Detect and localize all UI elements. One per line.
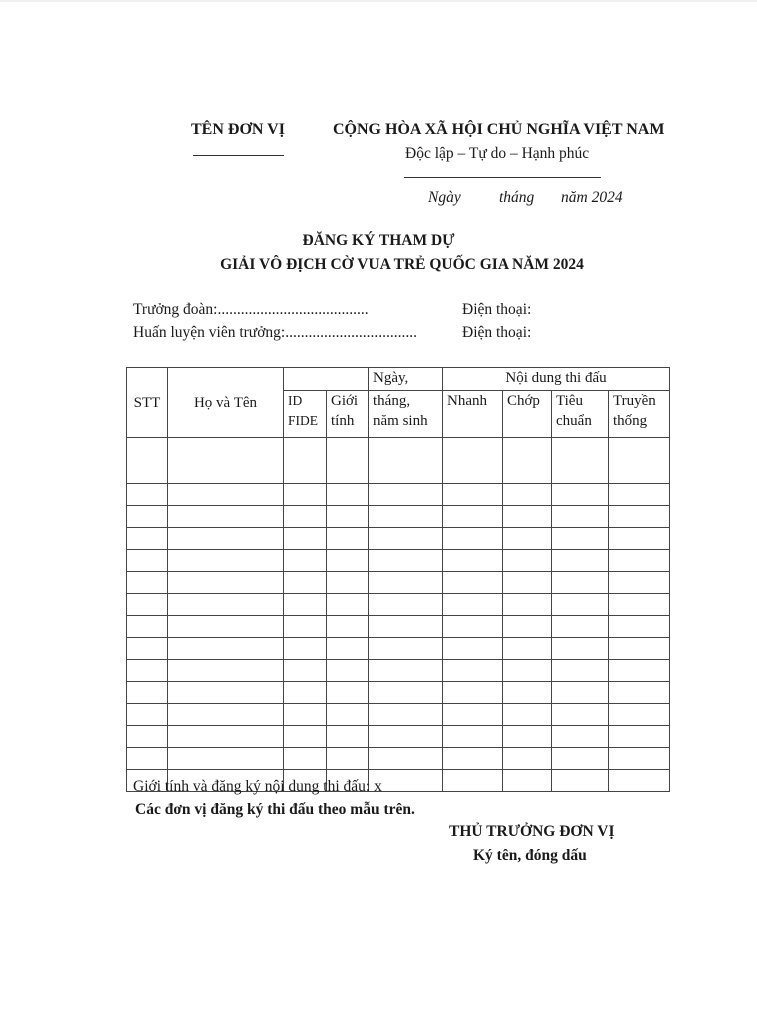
table-cell — [443, 704, 503, 726]
table-cell — [327, 506, 369, 528]
table-cell — [369, 484, 443, 506]
table-cell — [609, 484, 670, 506]
table-cell — [127, 484, 168, 506]
date-year: năm 2024 — [561, 189, 623, 206]
table-cell — [168, 550, 284, 572]
table-cell — [503, 616, 552, 638]
table-cell — [503, 660, 552, 682]
table-cell — [443, 616, 503, 638]
table-cell — [552, 484, 609, 506]
table-cell — [443, 594, 503, 616]
table-cell — [609, 660, 670, 682]
table-row — [127, 594, 670, 616]
table-cell — [168, 726, 284, 748]
head-coach-phone-label: Điện thoại: — [462, 324, 532, 341]
header-id-fide — [284, 391, 327, 438]
registration-table — [126, 367, 670, 792]
table-cell — [609, 748, 670, 770]
table-cell — [369, 660, 443, 682]
table-cell — [503, 726, 552, 748]
table-cell — [327, 572, 369, 594]
table-cell — [369, 638, 443, 660]
table-row — [127, 616, 670, 638]
header-rapid — [443, 391, 503, 438]
table-cell — [369, 726, 443, 748]
table-cell — [284, 506, 327, 528]
table-cell — [168, 638, 284, 660]
table-cell — [168, 528, 284, 550]
table-cell — [327, 616, 369, 638]
table-cell — [503, 594, 552, 616]
team-lead-field: Trưởng đoàn:....................................... — [133, 301, 369, 318]
header-stt-label: STT — [133, 394, 161, 411]
table-cell — [369, 616, 443, 638]
table-cell — [609, 438, 670, 484]
header-blitz-label: Chớp — [507, 393, 540, 409]
table-cell — [284, 660, 327, 682]
header-id-line2: FIDE — [288, 413, 318, 428]
table-cell — [168, 594, 284, 616]
table-cell — [284, 484, 327, 506]
table-cell — [127, 594, 168, 616]
table-cell — [552, 660, 609, 682]
table-cell — [552, 572, 609, 594]
table-cell — [284, 682, 327, 704]
table-cell — [168, 616, 284, 638]
table-row — [127, 748, 670, 770]
unit-name: TÊN ĐƠN VỊ — [191, 121, 285, 138]
table-cell — [552, 726, 609, 748]
header-traditional-line1: Truyền — [613, 393, 656, 409]
table-cell — [127, 748, 168, 770]
table-cell — [168, 506, 284, 528]
table-cell — [327, 438, 369, 484]
table-cell — [284, 438, 327, 484]
table-cell — [552, 594, 609, 616]
table-cell — [609, 704, 670, 726]
table-cell — [443, 726, 503, 748]
table-row — [127, 484, 670, 506]
table-row — [127, 438, 670, 484]
table-cell — [503, 682, 552, 704]
signer-note: Ký tên, đóng dấu — [473, 847, 587, 864]
head-coach-field: Huấn luyện viên trưởng:.................................. — [133, 324, 417, 341]
table-cell — [127, 616, 168, 638]
table-cell — [503, 770, 552, 792]
table-cell — [443, 484, 503, 506]
table-cell — [552, 704, 609, 726]
table-cell — [503, 748, 552, 770]
table-cell — [369, 438, 443, 484]
table-cell — [127, 682, 168, 704]
header-name-label: Họ và Tên — [193, 394, 258, 411]
table-cell — [609, 572, 670, 594]
header-rapid-label: Nhanh — [447, 393, 487, 409]
table-cell — [284, 550, 327, 572]
table-cell — [127, 726, 168, 748]
header-events-label: Nội dung thi đấu — [505, 370, 607, 386]
table-cell — [503, 550, 552, 572]
table-cell — [503, 638, 552, 660]
table-cell — [327, 704, 369, 726]
table-cell — [503, 704, 552, 726]
table-cell — [327, 726, 369, 748]
table-cell — [609, 770, 670, 792]
table-cell — [168, 682, 284, 704]
header-gender — [327, 391, 369, 438]
table-cell — [327, 484, 369, 506]
table-row — [127, 572, 670, 594]
table-cell — [552, 528, 609, 550]
table-cell — [284, 572, 327, 594]
table-row — [127, 528, 670, 550]
table-cell — [284, 594, 327, 616]
table-cell — [284, 528, 327, 550]
table-cell — [127, 438, 168, 484]
header-blitz — [503, 391, 552, 438]
table-cell — [503, 506, 552, 528]
table-row — [127, 704, 670, 726]
nation-title: CỘNG HÒA XÃ HỘI CHỦ NGHĨA VIỆT NAM — [333, 121, 665, 138]
header-gender-line1: Giới — [331, 393, 359, 409]
table-cell — [284, 704, 327, 726]
table-cell — [552, 638, 609, 660]
table-cell — [168, 438, 284, 484]
table-cell — [327, 528, 369, 550]
table-cell — [127, 572, 168, 594]
document-title: ĐĂNG KÝ THAM DỰ — [302, 232, 455, 249]
table-cell — [369, 506, 443, 528]
header-dob-top — [369, 368, 443, 391]
table-cell — [443, 506, 503, 528]
table-cell — [168, 572, 284, 594]
table-cell — [609, 682, 670, 704]
table-cell — [443, 438, 503, 484]
table-cell — [609, 726, 670, 748]
table-cell — [284, 748, 327, 770]
header-standard-line2: chuẩn — [556, 413, 592, 429]
header-dob-line2: tháng, — [373, 393, 411, 409]
header-standard-line1: Tiêu — [556, 393, 583, 409]
header-dob-line1: Ngày, — [373, 370, 409, 386]
table-cell — [443, 682, 503, 704]
table-cell — [609, 506, 670, 528]
table-cell — [327, 638, 369, 660]
instruction-text: Các đơn vị đăng ký thi đấu theo mẫu trên. — [135, 801, 415, 818]
table-row — [127, 682, 670, 704]
table-cell — [327, 748, 369, 770]
header-events — [443, 368, 670, 391]
table-cell — [168, 704, 284, 726]
table-cell — [552, 616, 609, 638]
table-cell — [443, 748, 503, 770]
table-cell — [443, 638, 503, 660]
table-cell — [127, 528, 168, 550]
header-blank — [284, 368, 369, 391]
header-traditional — [609, 391, 670, 438]
table-cell — [443, 550, 503, 572]
table-cell — [369, 682, 443, 704]
table-cell — [127, 550, 168, 572]
page-edge — [0, 0, 757, 2]
table-cell — [503, 438, 552, 484]
table-cell — [284, 726, 327, 748]
table-cell — [503, 484, 552, 506]
table-cell — [503, 572, 552, 594]
date-day: Ngày — [428, 189, 461, 206]
table-cell — [284, 616, 327, 638]
table-row — [127, 638, 670, 660]
table-cell — [552, 682, 609, 704]
header-stt — [127, 368, 168, 438]
header-standard — [552, 391, 609, 438]
table-cell — [127, 638, 168, 660]
table-cell — [443, 572, 503, 594]
table-cell — [168, 660, 284, 682]
table-cell — [369, 528, 443, 550]
header-dob-line3: năm sinh — [373, 413, 428, 429]
table-cell — [127, 506, 168, 528]
header-dob — [369, 391, 443, 438]
table-cell — [443, 770, 503, 792]
nation-motto: Độc lập – Tự do – Hạnh phúc — [405, 145, 590, 162]
table-cell — [552, 550, 609, 572]
table-row — [127, 726, 670, 748]
table-cell — [369, 704, 443, 726]
table-cell — [327, 550, 369, 572]
table-cell — [609, 616, 670, 638]
header-id-line1: ID — [288, 393, 303, 408]
table-cell — [443, 528, 503, 550]
table-row — [127, 660, 670, 682]
table-cell — [327, 660, 369, 682]
gender-note: Giới tính và đăng ký nội dung thi đấu: x — [133, 778, 382, 795]
table-cell — [552, 770, 609, 792]
table-cell — [168, 484, 284, 506]
table-row — [127, 550, 670, 572]
document-subtitle: GIẢI VÔ ĐỊCH CỜ VUA TRẺ QUỐC GIA NĂM 2024 — [220, 256, 584, 273]
table-cell — [552, 748, 609, 770]
header-gender-line2: tính — [331, 413, 355, 429]
table-cell — [503, 528, 552, 550]
table-cell — [552, 438, 609, 484]
unit-name-underline — [193, 155, 284, 156]
table-cell — [609, 550, 670, 572]
table-cell — [327, 594, 369, 616]
table-cell — [443, 660, 503, 682]
table-cell — [609, 638, 670, 660]
motto-underline — [404, 177, 601, 178]
header-traditional-line2: thống — [613, 413, 648, 429]
table-row — [127, 506, 670, 528]
date-month: tháng — [499, 189, 535, 206]
table-cell — [369, 550, 443, 572]
table-cell — [284, 638, 327, 660]
team-lead-phone-label: Điện thoại: — [462, 301, 532, 318]
header-name — [168, 368, 284, 438]
signer-title: THỦ TRƯỞNG ĐƠN VỊ — [449, 823, 615, 840]
table-cell — [609, 528, 670, 550]
table-cell — [127, 660, 168, 682]
table-cell — [369, 594, 443, 616]
table-cell — [327, 682, 369, 704]
table-cell — [369, 572, 443, 594]
table-cell — [168, 748, 284, 770]
table-cell — [609, 594, 670, 616]
table-cell — [127, 704, 168, 726]
table-cell — [552, 506, 609, 528]
table-cell — [369, 748, 443, 770]
